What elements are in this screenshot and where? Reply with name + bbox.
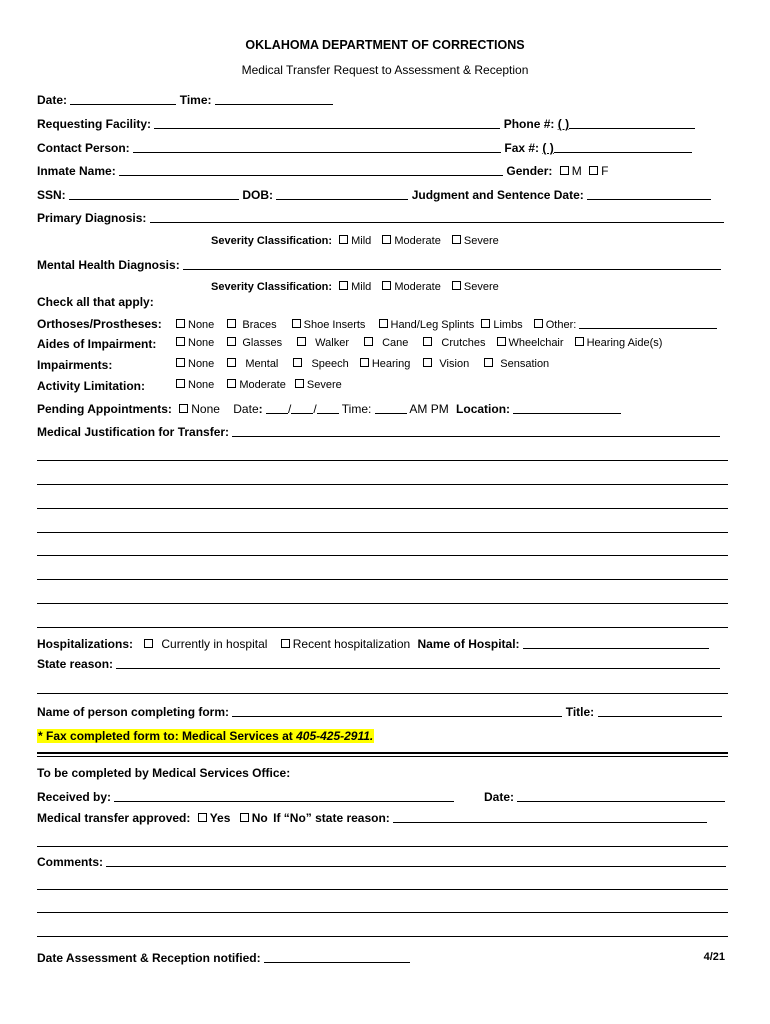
- glasses-label: Glasses: [242, 337, 283, 349]
- justification-line[interactable]: [37, 460, 728, 461]
- primary-diagnosis-label: Primary Diagnosis:: [37, 211, 147, 225]
- mental-health-row: [37, 258, 721, 272]
- activity-severe-label: Severe: [306, 379, 342, 391]
- hand-leg-splints-checkbox[interactable]: [379, 319, 388, 328]
- cane-label: Cane: [382, 337, 409, 349]
- gender-f-label: F: [601, 164, 609, 178]
- crutches-label: Crutches: [441, 337, 486, 349]
- hand-leg-splints-label: Hand/Leg Splints: [390, 319, 475, 331]
- contact-person-label: Contact Person:: [37, 141, 130, 155]
- notified-label: Date Assessment & Reception notified:: [37, 951, 261, 965]
- activity-moderate-checkbox[interactable]: [227, 379, 236, 388]
- fax-field[interactable]: [554, 141, 692, 153]
- justification-line[interactable]: [37, 532, 728, 533]
- fax-note-text: * Fax completed form to: Medical Services at: [38, 729, 297, 743]
- received-row: [37, 790, 454, 804]
- hospitalizations-label: Hospitalizations:: [37, 637, 134, 651]
- notified-row: [37, 951, 410, 965]
- pending-location-label: Location:: [456, 402, 511, 416]
- justification-row: [37, 425, 720, 439]
- primary-diagnosis-row: [37, 211, 724, 225]
- activity-none-label: None: [188, 379, 215, 391]
- form-version: 4/21: [703, 951, 725, 963]
- phone-field[interactable]: [569, 117, 695, 129]
- gender-m-checkbox[interactable]: [560, 166, 569, 175]
- contact-row: [37, 141, 692, 155]
- time-field[interactable]: [215, 93, 333, 105]
- impairments-none-label: None: [188, 358, 215, 370]
- pending-time-label: Time:: [341, 402, 372, 416]
- fax-label: Fax #:: [504, 141, 540, 155]
- wheelchair-checkbox[interactable]: [497, 337, 506, 346]
- other-label: Other:: [545, 319, 577, 331]
- limbs-label: Limbs: [493, 319, 523, 331]
- currently-in-hospital-checkbox[interactable]: [144, 639, 153, 648]
- aides-none-checkbox[interactable]: [176, 337, 185, 346]
- ssn-field[interactable]: [69, 188, 239, 200]
- aides-none-label: None: [188, 337, 215, 349]
- speech-label: Speech: [311, 358, 349, 370]
- sensation-label: Sensation: [500, 358, 550, 370]
- hospitalizations-row: [37, 637, 709, 651]
- walker-checkbox[interactable]: [297, 337, 306, 346]
- section-divider-thin: [37, 756, 728, 757]
- severity-mild-checkbox[interactable]: [339, 235, 348, 244]
- pending-date-label: Date: [233, 402, 259, 416]
- state-reason-label: State reason:: [37, 657, 114, 671]
- severity-moderate-checkbox[interactable]: [382, 235, 391, 244]
- crutches-checkbox[interactable]: [423, 337, 432, 346]
- hearing-label: Hearing: [371, 358, 411, 370]
- sensation-checkbox[interactable]: [484, 358, 493, 367]
- mental-label: Mental: [245, 358, 279, 370]
- severity-moderate-label: Moderate: [394, 281, 441, 293]
- facility-row: [37, 117, 695, 131]
- fax-note-number: 405-425-2911.: [296, 729, 374, 743]
- received-by-label: Received by:: [37, 790, 112, 804]
- date-field[interactable]: [70, 93, 176, 105]
- recent-hospitalization-label: Recent hospitalization: [292, 637, 411, 651]
- hearing-aides-label: Hearing Aide(s): [586, 337, 663, 349]
- severity-label: Severity Classification:: [211, 281, 333, 293]
- pending-year-field[interactable]: [317, 402, 339, 414]
- vision-checkbox[interactable]: [423, 358, 432, 367]
- mental-health-diagnosis-field[interactable]: [183, 258, 721, 270]
- ssn-row: [37, 188, 711, 202]
- office-date-row: [484, 790, 725, 804]
- inmate-name-field[interactable]: [119, 164, 503, 176]
- mental-checkbox[interactable]: [227, 358, 236, 367]
- comments-line[interactable]: [37, 912, 728, 913]
- other-field[interactable]: [579, 317, 717, 329]
- currently-in-hospital-label: Currently in hospital: [161, 637, 268, 651]
- judgment-date-label: Judgment and Sentence Date:: [411, 188, 584, 202]
- braces-checkbox[interactable]: [227, 319, 236, 328]
- impairments-label: Impairments:: [37, 358, 113, 372]
- pending-label: Pending Appointments:: [37, 402, 172, 416]
- contact-person-field[interactable]: [133, 141, 501, 153]
- other-checkbox[interactable]: [534, 319, 543, 328]
- hospital-name-label: Name of Hospital:: [417, 637, 520, 651]
- orthoses-label: Orthoses/Prostheses:: [37, 317, 162, 331]
- inmate-row: [37, 164, 608, 178]
- pending-row: Pending Appointments: None Date: / / Time: AM PM Location:: [37, 402, 621, 416]
- activity-label: Activity Limitation:: [37, 379, 146, 393]
- justification-line[interactable]: [37, 603, 728, 604]
- gender-f-checkbox[interactable]: [589, 166, 598, 175]
- aides-label: Aides of Impairment:: [37, 337, 157, 351]
- hearing-checkbox[interactable]: [360, 358, 369, 367]
- speech-checkbox[interactable]: [293, 358, 302, 367]
- approved-yes-label: Yes: [209, 811, 231, 825]
- justification-field[interactable]: [232, 425, 720, 437]
- requesting-facility-field[interactable]: [154, 117, 500, 129]
- office-date-field[interactable]: [517, 790, 725, 802]
- recent-hospitalization-checkbox[interactable]: [281, 639, 290, 648]
- justification-label-text: Medical Justification for Transfer:: [37, 425, 230, 439]
- date-row: [37, 93, 333, 107]
- judgment-date-field[interactable]: [587, 188, 711, 200]
- pending-location-field[interactable]: [513, 402, 621, 414]
- severity-severe-label: Severe: [463, 235, 499, 247]
- gender-m-label: M: [571, 164, 582, 178]
- severity-severe-label: Severe: [463, 281, 499, 293]
- orthoses-none-checkbox[interactable]: [176, 319, 185, 328]
- orthoses-options: [176, 317, 717, 331]
- glasses-checkbox[interactable]: [227, 337, 236, 346]
- office-date-label: Date:: [484, 790, 515, 804]
- phone-label: Phone #:: [503, 117, 555, 131]
- comments-row: [37, 855, 726, 869]
- form-subtitle: Medical Transfer Request to Assessment & Reception: [241, 63, 529, 77]
- hearing-aides-checkbox[interactable]: [575, 337, 584, 346]
- completing-title-label: Title:: [565, 705, 595, 719]
- severity-mild-checkbox[interactable]: [339, 281, 348, 290]
- pending-none-label: None: [191, 402, 220, 416]
- impairments-options: [176, 358, 549, 370]
- dob-field[interactable]: [276, 188, 408, 200]
- cane-checkbox[interactable]: [364, 337, 373, 346]
- pending-day-field[interactable]: [291, 402, 313, 414]
- gender-label: Gender:: [506, 164, 553, 178]
- orthoses-none-label: None: [188, 319, 215, 331]
- state-reason-field[interactable]: [116, 657, 720, 669]
- comments-field[interactable]: [106, 855, 726, 867]
- severity-label: Severity Classification:: [211, 235, 333, 247]
- completing-name-label: Name of person completing form:: [37, 705, 230, 719]
- inmate-name-label: Inmate Name:: [37, 164, 116, 178]
- fax-area-code: ( ): [542, 141, 554, 155]
- severity-severe-checkbox[interactable]: [452, 281, 461, 290]
- if-no-reason-line[interactable]: [37, 846, 728, 847]
- time-label: Time:: [179, 93, 212, 107]
- shoe-inserts-label: Shoe Inserts: [303, 319, 366, 331]
- primary-diagnosis-field[interactable]: [150, 211, 724, 223]
- pending-month-field[interactable]: [266, 402, 288, 414]
- severity-moderate-checkbox[interactable]: [382, 281, 391, 290]
- check-all-heading: Check all that apply:: [37, 295, 154, 309]
- activity-moderate-label: Moderate: [239, 379, 286, 391]
- state-reason-row: [37, 657, 720, 671]
- activity-severe-checkbox[interactable]: [295, 379, 304, 388]
- limbs-checkbox[interactable]: [481, 319, 490, 328]
- completing-name-field[interactable]: [232, 705, 562, 717]
- comments-line[interactable]: [37, 936, 728, 937]
- severity-mild-label: Mild: [351, 281, 372, 293]
- activity-none-checkbox[interactable]: [176, 379, 185, 388]
- notified-field[interactable]: [264, 951, 410, 963]
- completing-title-field[interactable]: [598, 705, 722, 717]
- comments-line[interactable]: [37, 889, 728, 890]
- justification-line[interactable]: [37, 484, 728, 485]
- pending-am-label: AM: [409, 402, 428, 416]
- justification-line[interactable]: [37, 579, 728, 580]
- wheelchair-label: Wheelchair: [508, 337, 564, 349]
- fax-note: [37, 729, 374, 743]
- severity-moderate-label: Moderate: [394, 235, 441, 247]
- walker-label: Walker: [315, 337, 349, 349]
- justification-line[interactable]: [37, 508, 728, 509]
- impairments-none-checkbox[interactable]: [176, 358, 185, 367]
- mental-health-diagnosis-label: Mental Health Diagnosis:: [37, 258, 180, 272]
- severity-row-mental: [211, 281, 499, 293]
- ssn-label: SSN:: [37, 188, 66, 202]
- received-by-field[interactable]: [114, 790, 454, 802]
- severity-row-primary: [211, 235, 499, 247]
- shoe-inserts-checkbox[interactable]: [292, 319, 301, 328]
- braces-label: Braces: [242, 319, 277, 331]
- approved-label: Medical transfer approved:: [37, 811, 191, 825]
- approved-yes-checkbox[interactable]: [198, 813, 207, 822]
- form-title: OKLAHOMA DEPARTMENT OF CORRECTIONS: [245, 38, 525, 52]
- date-label: Date:: [37, 93, 68, 107]
- completing-row: [37, 705, 722, 719]
- hospital-name-field[interactable]: [523, 637, 709, 649]
- approved-row: [37, 811, 707, 825]
- office-heading: To be completed by Medical Services Office:: [37, 766, 291, 780]
- severity-mild-label: Mild: [351, 235, 372, 247]
- activity-options: [176, 379, 342, 391]
- approved-no-label: No: [251, 811, 268, 825]
- aides-options: [176, 337, 662, 349]
- phone-area-code: ( ): [557, 117, 570, 131]
- section-divider: [37, 752, 728, 754]
- justification-line[interactable]: [37, 627, 728, 628]
- comments-label: Comments:: [37, 855, 104, 869]
- requesting-facility-label: Requesting Facility:: [37, 117, 152, 131]
- vision-label: Vision: [439, 358, 470, 370]
- state-reason-line[interactable]: [37, 693, 728, 694]
- if-no-reason-field[interactable]: [393, 811, 707, 823]
- pending-pm-label: PM: [430, 402, 449, 416]
- pending-time-field[interactable]: [375, 402, 407, 414]
- justification-line[interactable]: [37, 555, 728, 556]
- approved-no-checkbox[interactable]: [240, 813, 249, 822]
- pending-none-checkbox[interactable]: [179, 404, 188, 413]
- dob-label: DOB:: [242, 188, 274, 202]
- severity-severe-checkbox[interactable]: [452, 235, 461, 244]
- if-no-label: If “No” state reason:: [273, 811, 390, 825]
